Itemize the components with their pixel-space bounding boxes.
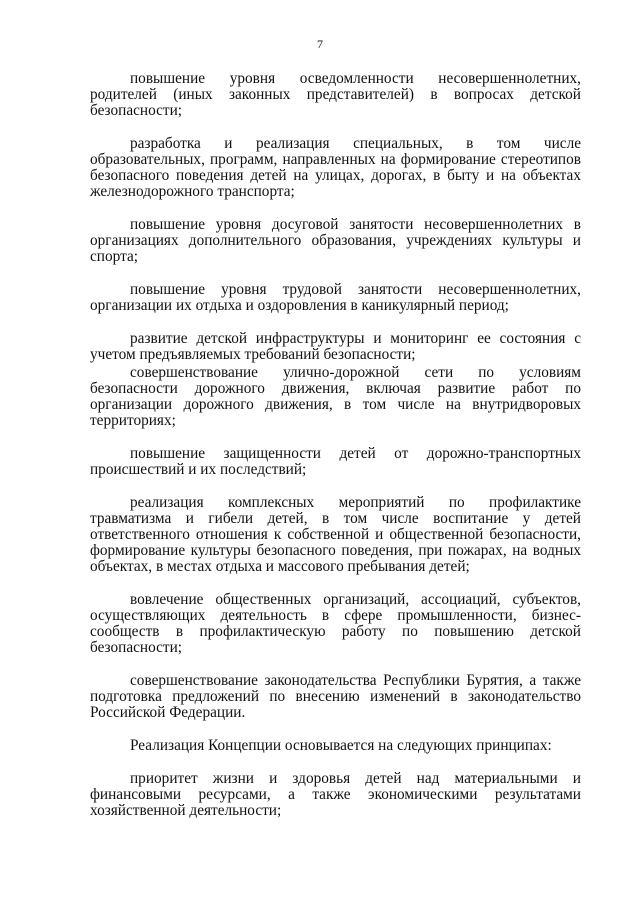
paragraph-programs: разработка и реализация специальных, в том числе образовательных, программ, направленных на формирование стереотипов безопасного поведения детей на улицах, дорогах, в быту и на объектах железнодорожного транспорта; [90,135,581,200]
paragraph-leisure: повышение уровня досуговой занятости несовершеннолетних в организациях дополнительного образования, учреждениях культуры и спорта; [90,216,581,265]
paragraph-legislation: совершенствование законодательства Республики Бурятия, а также подготовка предложений по внесению изменений в законодательство Российской Федерации. [90,672,581,721]
paragraph-infrastructure: развитие детской инфраструктуры и мониторинг ее состояния с учетом предъявляемых требований безопасности; [90,330,581,363]
page-number: 7 [317,37,323,51]
paragraph-awareness: повышение уровня осведомленности несовершеннолетних, родителей (иных законных представителей) в вопросах детской безопасности; [90,70,581,119]
paragraph-employment: повышение уровня трудовой занятости несовершеннолетних, организации их отдыха и оздоровления в каникулярный период; [90,281,581,314]
paragraph-priority-life: приоритет жизни и здоровья детей над материальными и финансовыми ресурсами, а также экономическими результатами хозяйственной деятельности; [90,770,581,819]
paragraph-road-safety: повышение защищенности детей от дорожно-транспортных происшествий и их последствий; [90,445,581,478]
paragraph-public-involvement: вовлечение общественных организаций, ассоциаций, субъектов, осуществляющих деятельность в сфере промышленности, бизнес-сообществ в профилактическую работу по повышению детской безопасности; [90,591,581,656]
paragraph-principles-intro: Реализация Концепции основывается на следующих принципах: [130,737,552,754]
paragraph-road-network: совершенствование улично-дорожной сети по условиям безопасности дорожного движения, включая развитие работ по организации дорожного движения, в том числе на внутридворовых территориях; [90,364,581,429]
paragraph-injury-prevention: реализация комплексных мероприятий по профилактике травматизма и гибели детей, в том числе воспитание у детей ответственного отношения к собственной и общественной безопасности, формирование культуры безопасного поведения, при пожарах, на водных объектах, в местах отдыха и массового пребывания детей; [90,494,581,575]
document-body [90,71,581,836]
